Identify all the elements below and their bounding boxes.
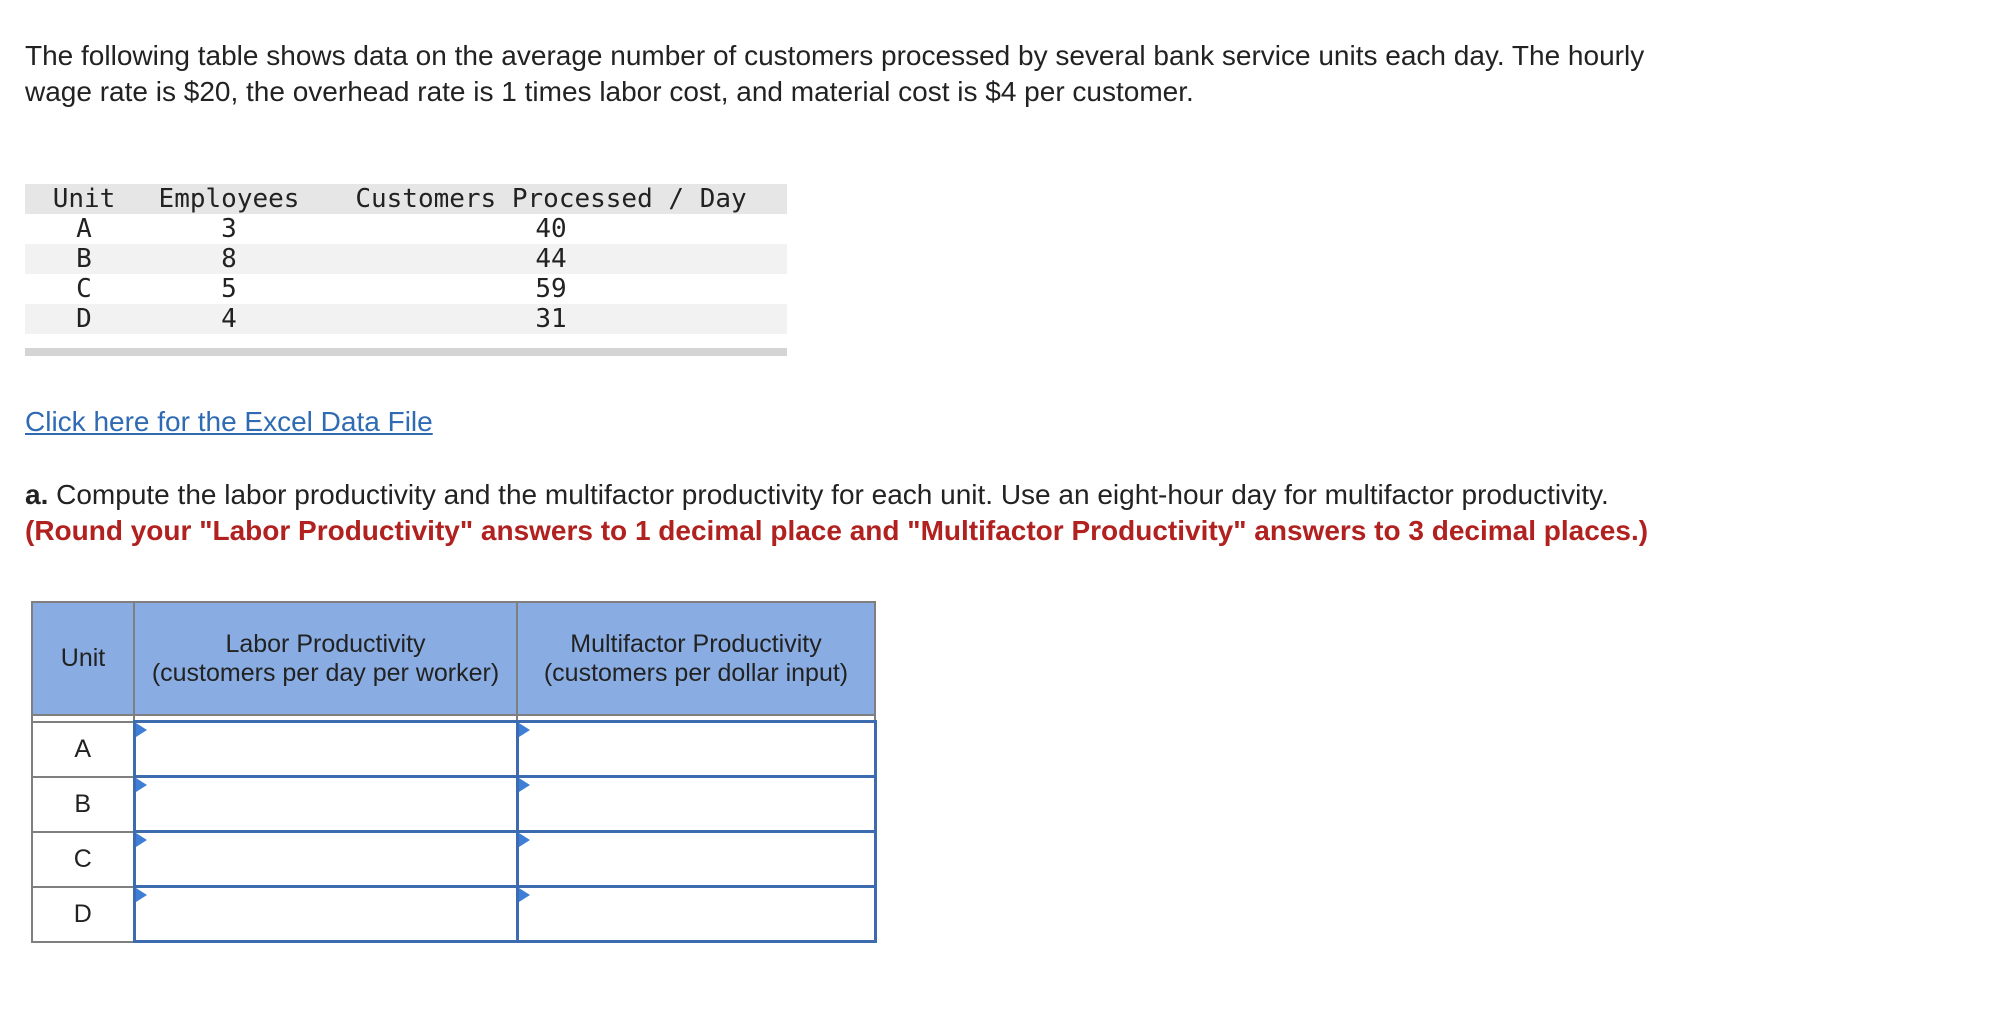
cell-marker-icon <box>519 888 530 902</box>
labor-header-line-2: (customers per day per worker) <box>151 658 500 687</box>
bank-data-table <box>25 184 787 334</box>
question-label: a. <box>25 479 49 510</box>
cell-unit: C <box>76 274 92 304</box>
question-a <box>25 477 1925 549</box>
multifactor-productivity-cell[interactable] <box>517 887 875 942</box>
labor-productivity-input-b[interactable] <box>136 778 516 830</box>
cell-customers: 40 <box>535 214 567 244</box>
answer-unit-cell: C <box>32 832 134 887</box>
labor-productivity-cell[interactable] <box>134 887 517 942</box>
cell-employees: 5 <box>221 274 237 304</box>
multifactor-header-line-2: (customers per dollar input) <box>543 658 849 687</box>
header-employees: Employees <box>158 184 300 214</box>
answer-unit-cell: B <box>32 777 134 832</box>
multifactor-productivity-cell[interactable] <box>517 777 875 832</box>
labor-productivity-input-d[interactable] <box>136 888 516 940</box>
answer-row <box>32 777 875 832</box>
table-row <box>25 304 787 334</box>
answer-header-unit <box>32 602 134 715</box>
cell-customers: 44 <box>535 244 567 274</box>
answer-header-unit-label: Unit <box>60 644 106 672</box>
labor-productivity-input-c[interactable] <box>136 833 516 885</box>
table-row <box>25 244 787 274</box>
cell-employees: 8 <box>221 244 237 274</box>
header-customers-processed: Customers Processed / Day <box>355 184 747 214</box>
question-text: Compute the labor productivity and the multifactor productivity for each unit. Use an eight-hour day for multifactor productivity. <box>56 479 1609 510</box>
cell-marker-icon <box>519 833 530 847</box>
multifactor-productivity-input-d[interactable] <box>519 888 874 940</box>
labor-header-line-1: Labor Productivity <box>225 629 426 658</box>
answer-table <box>31 601 877 943</box>
answer-unit-cell: A <box>32 722 134 777</box>
answer-header-labor <box>134 602 517 715</box>
cell-customers: 31 <box>535 304 567 334</box>
intro-line-1: The following table shows data on the average number of customers processed by several bank service units each day. The hourly <box>25 40 1645 71</box>
cell-unit: B <box>76 244 92 274</box>
cell-marker-icon <box>136 778 147 792</box>
answer-header-multifactor <box>517 602 875 715</box>
cell-marker-icon <box>519 723 530 737</box>
cell-marker-icon <box>136 833 147 847</box>
excel-data-file-link[interactable]: Click here for the Excel Data File <box>25 406 433 437</box>
cell-employees: 4 <box>221 304 237 334</box>
table-bottom-divider <box>25 348 787 356</box>
rounding-note: (Round your "Labor Productivity" answers to 1 decimal place and "Multifactor Productivity" answers to 3 decimal places.) <box>25 515 1649 546</box>
multifactor-productivity-input-c[interactable] <box>519 833 874 885</box>
data-table-header-row <box>25 184 787 214</box>
labor-productivity-cell[interactable] <box>134 722 517 777</box>
labor-productivity-cell[interactable] <box>134 777 517 832</box>
cell-marker-icon <box>519 778 530 792</box>
answer-row <box>32 887 875 942</box>
multifactor-header-line-1: Multifactor Productivity <box>570 629 822 658</box>
labor-productivity-input-a[interactable] <box>136 723 516 775</box>
answer-table-header-row <box>32 602 875 715</box>
problem-intro <box>25 38 1925 110</box>
answer-row <box>32 832 875 887</box>
cell-marker-icon <box>136 888 147 902</box>
table-row <box>25 214 787 244</box>
multifactor-productivity-cell[interactable] <box>517 832 875 887</box>
cell-unit: A <box>76 214 92 244</box>
multifactor-productivity-input-a[interactable] <box>519 723 874 775</box>
cell-employees: 3 <box>221 214 237 244</box>
multifactor-productivity-cell[interactable] <box>517 722 875 777</box>
cell-unit: D <box>76 304 92 334</box>
answer-row <box>32 722 875 777</box>
labor-productivity-cell[interactable] <box>134 832 517 887</box>
intro-line-2: wage rate is $20, the overhead rate is 1 times labor cost, and material cost is $4 per customer. <box>25 76 1194 107</box>
answer-unit-cell: D <box>32 887 134 942</box>
table-row <box>25 274 787 304</box>
cell-customers: 59 <box>535 274 567 304</box>
header-unit: Unit <box>52 184 116 214</box>
cell-marker-icon <box>136 723 147 737</box>
multifactor-productivity-input-b[interactable] <box>519 778 874 830</box>
